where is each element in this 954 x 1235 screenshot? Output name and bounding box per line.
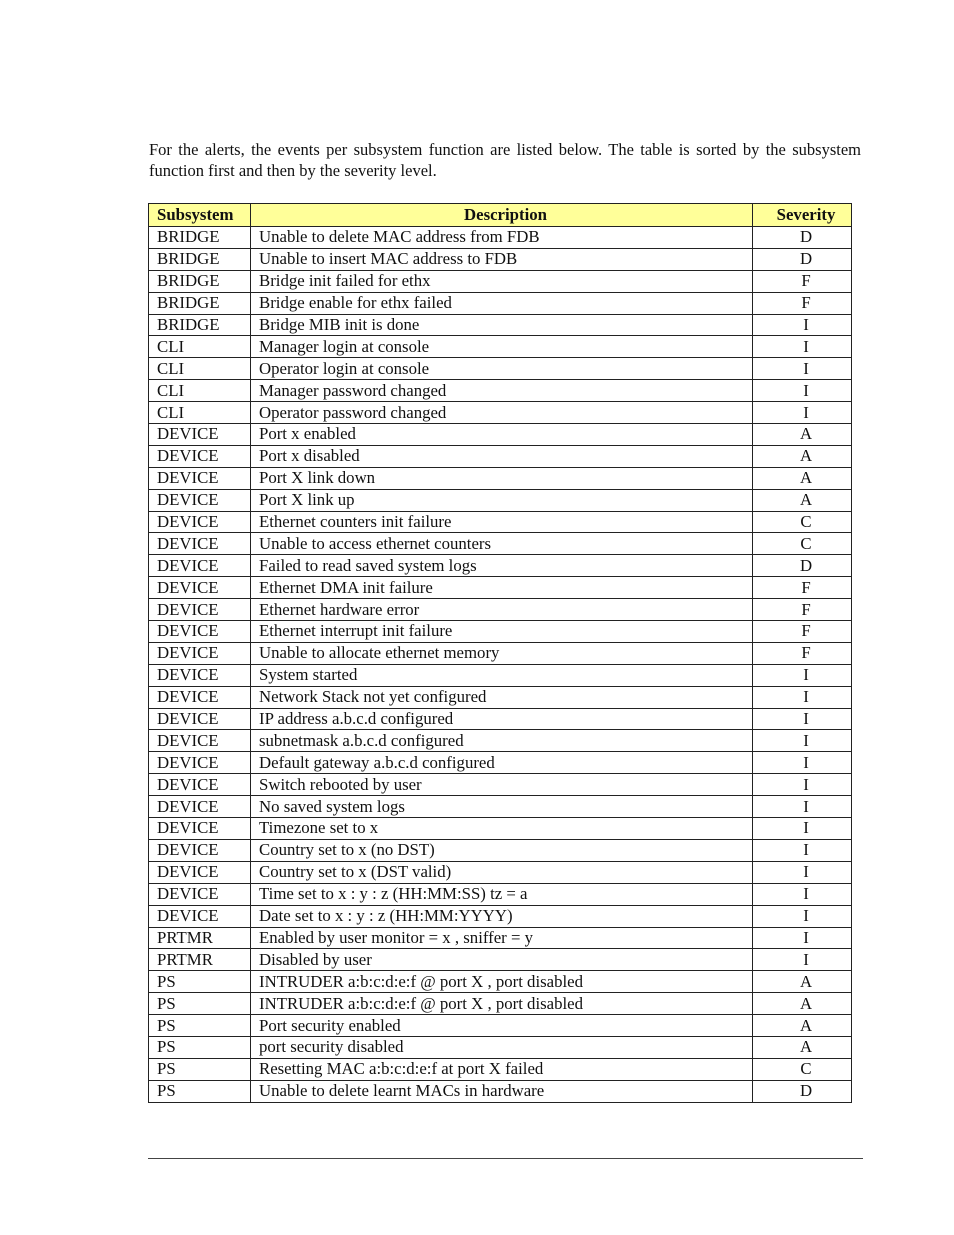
cell-severity: A — [753, 424, 852, 446]
cell-description: Ethernet hardware error — [251, 599, 753, 621]
table-row — [149, 796, 852, 818]
cell-subsystem: CLI — [149, 402, 251, 424]
cell-subsystem: PRTMR — [149, 949, 251, 971]
cell-description: System started — [251, 664, 753, 686]
cell-description: Ethernet DMA init failure — [251, 577, 753, 599]
table-row — [149, 467, 852, 489]
cell-subsystem: DEVICE — [149, 796, 251, 818]
table-row — [149, 949, 852, 971]
cell-description: Unable to insert MAC address to FDB — [251, 248, 753, 270]
cell-subsystem: DEVICE — [149, 489, 251, 511]
cell-description: Unable to delete learnt MACs in hardware — [251, 1080, 753, 1102]
cell-description: Manager password changed — [251, 380, 753, 402]
cell-subsystem: DEVICE — [149, 861, 251, 883]
cell-description: Operator login at console — [251, 358, 753, 380]
cell-subsystem: DEVICE — [149, 599, 251, 621]
cell-description: No saved system logs — [251, 796, 753, 818]
table-row — [149, 971, 852, 993]
cell-description: Date set to x : y : z (HH:MM:YYYY) — [251, 905, 753, 927]
cell-subsystem: BRIDGE — [149, 314, 251, 336]
cell-subsystem: DEVICE — [149, 445, 251, 467]
cell-description: Enabled by user monitor = x , sniffer = y — [251, 927, 753, 949]
table-row — [149, 927, 852, 949]
header-subsystem: Subsystem — [149, 204, 251, 227]
cell-severity: A — [753, 1036, 852, 1058]
cell-severity: C — [753, 511, 852, 533]
cell-description: Default gateway a.b.c.d configured — [251, 752, 753, 774]
cell-description: Time set to x : y : z (HH:MM:SS) tz = a — [251, 883, 753, 905]
cell-severity: A — [753, 467, 852, 489]
cell-subsystem: CLI — [149, 358, 251, 380]
table-row — [149, 993, 852, 1015]
cell-severity: F — [753, 292, 852, 314]
cell-description: Failed to read saved system logs — [251, 555, 753, 577]
cell-severity: I — [753, 314, 852, 336]
cell-description: Switch rebooted by user — [251, 774, 753, 796]
cell-subsystem: DEVICE — [149, 577, 251, 599]
table-row — [149, 445, 852, 467]
table-row — [149, 708, 852, 730]
cell-subsystem: DEVICE — [149, 708, 251, 730]
cell-severity: I — [753, 818, 852, 840]
table-row — [149, 336, 852, 358]
table-row — [149, 883, 852, 905]
cell-severity: I — [753, 686, 852, 708]
table-row — [149, 402, 852, 424]
cell-severity: F — [753, 270, 852, 292]
cell-description: Unable to access ethernet counters — [251, 533, 753, 555]
cell-severity: F — [753, 577, 852, 599]
table-row — [149, 511, 852, 533]
table-row — [149, 621, 852, 643]
table-row — [149, 1015, 852, 1037]
cell-severity: I — [753, 730, 852, 752]
cell-subsystem: PRTMR — [149, 927, 251, 949]
table-row — [149, 1036, 852, 1058]
table-row — [149, 599, 852, 621]
cell-severity: D — [753, 227, 852, 249]
table-row — [149, 1080, 852, 1102]
cell-subsystem: DEVICE — [149, 839, 251, 861]
table-row — [149, 358, 852, 380]
cell-severity: I — [753, 949, 852, 971]
cell-subsystem: DEVICE — [149, 774, 251, 796]
cell-severity: I — [753, 708, 852, 730]
cell-description: Disabled by user — [251, 949, 753, 971]
cell-description: Port X link down — [251, 467, 753, 489]
cell-severity: A — [753, 445, 852, 467]
table-row — [149, 533, 852, 555]
cell-description: Port X link up — [251, 489, 753, 511]
cell-description: Network Stack not yet configured — [251, 686, 753, 708]
cell-description: Ethernet interrupt init failure — [251, 621, 753, 643]
cell-severity: I — [753, 664, 852, 686]
cell-subsystem: BRIDGE — [149, 270, 251, 292]
cell-subsystem: DEVICE — [149, 905, 251, 927]
cell-subsystem: BRIDGE — [149, 248, 251, 270]
table-row — [149, 818, 852, 840]
alerts-events-table — [148, 203, 852, 1103]
cell-description: Timezone set to x — [251, 818, 753, 840]
cell-severity: I — [753, 358, 852, 380]
table-row — [149, 314, 852, 336]
cell-description: Unable to allocate ethernet memory — [251, 642, 753, 664]
cell-severity: I — [753, 380, 852, 402]
cell-subsystem: DEVICE — [149, 664, 251, 686]
cell-severity: I — [753, 861, 852, 883]
cell-severity: C — [753, 533, 852, 555]
cell-description: Operator password changed — [251, 402, 753, 424]
table-row — [149, 577, 852, 599]
cell-description: Bridge init failed for ethx — [251, 270, 753, 292]
cell-subsystem: PS — [149, 971, 251, 993]
table-row — [149, 905, 852, 927]
cell-subsystem: DEVICE — [149, 730, 251, 752]
cell-description: Bridge MIB init is done — [251, 314, 753, 336]
cell-description: Port security enabled — [251, 1015, 753, 1037]
cell-severity: I — [753, 774, 852, 796]
header-severity: Severity — [753, 204, 852, 227]
cell-subsystem: PS — [149, 1058, 251, 1080]
table-row — [149, 248, 852, 270]
cell-subsystem: DEVICE — [149, 752, 251, 774]
table-header-row — [149, 204, 852, 227]
cell-description: Country set to x (DST valid) — [251, 861, 753, 883]
cell-description: INTRUDER a:b:c:d:e:f @ port X , port disabled — [251, 971, 753, 993]
cell-severity: F — [753, 621, 852, 643]
table-row — [149, 1058, 852, 1080]
cell-subsystem: CLI — [149, 336, 251, 358]
table-row — [149, 774, 852, 796]
intro-paragraph: For the alerts, the events per subsystem function are listed below. The table is sorted by the subsystem function first and then by the severity level. — [149, 140, 861, 180]
cell-severity: A — [753, 489, 852, 511]
cell-severity: I — [753, 839, 852, 861]
cell-subsystem: DEVICE — [149, 883, 251, 905]
table-row — [149, 380, 852, 402]
cell-severity: D — [753, 248, 852, 270]
cell-subsystem: DEVICE — [149, 467, 251, 489]
cell-severity: I — [753, 927, 852, 949]
cell-subsystem: CLI — [149, 380, 251, 402]
cell-subsystem: DEVICE — [149, 555, 251, 577]
cell-subsystem: BRIDGE — [149, 227, 251, 249]
cell-severity: A — [753, 971, 852, 993]
cell-severity: F — [753, 599, 852, 621]
cell-subsystem: DEVICE — [149, 621, 251, 643]
table-row — [149, 227, 852, 249]
cell-description: Port x disabled — [251, 445, 753, 467]
cell-severity: D — [753, 555, 852, 577]
cell-severity: I — [753, 883, 852, 905]
table-row — [149, 752, 852, 774]
cell-subsystem: PS — [149, 1015, 251, 1037]
cell-description: Ethernet counters init failure — [251, 511, 753, 533]
table-row — [149, 292, 852, 314]
cell-severity: D — [753, 1080, 852, 1102]
cell-subsystem: PS — [149, 1080, 251, 1102]
cell-description: Unable to delete MAC address from FDB — [251, 227, 753, 249]
table-row — [149, 424, 852, 446]
cell-severity: I — [753, 752, 852, 774]
cell-description: INTRUDER a:b:c:d:e:f @ port X , port disabled — [251, 993, 753, 1015]
table-row — [149, 642, 852, 664]
cell-severity: I — [753, 402, 852, 424]
cell-description: Port x enabled — [251, 424, 753, 446]
cell-subsystem: DEVICE — [149, 424, 251, 446]
cell-subsystem: PS — [149, 1036, 251, 1058]
cell-subsystem: BRIDGE — [149, 292, 251, 314]
cell-severity: I — [753, 905, 852, 927]
cell-subsystem: DEVICE — [149, 533, 251, 555]
cell-severity: A — [753, 993, 852, 1015]
table-row — [149, 839, 852, 861]
cell-subsystem: DEVICE — [149, 511, 251, 533]
cell-subsystem: DEVICE — [149, 686, 251, 708]
cell-description: Resetting MAC a:b:c:d:e:f at port X failed — [251, 1058, 753, 1080]
cell-description: Manager login at console — [251, 336, 753, 358]
cell-subsystem: DEVICE — [149, 642, 251, 664]
table-row — [149, 555, 852, 577]
cell-subsystem: DEVICE — [149, 818, 251, 840]
table-row — [149, 664, 852, 686]
cell-description: Bridge enable for ethx failed — [251, 292, 753, 314]
table-row — [149, 489, 852, 511]
cell-severity: F — [753, 642, 852, 664]
cell-severity: A — [753, 1015, 852, 1037]
cell-severity: I — [753, 796, 852, 818]
table-row — [149, 686, 852, 708]
cell-description: Country set to x (no DST) — [251, 839, 753, 861]
footer-divider — [148, 1158, 863, 1159]
cell-description: IP address a.b.c.d configured — [251, 708, 753, 730]
cell-subsystem: PS — [149, 993, 251, 1015]
table-row — [149, 730, 852, 752]
cell-description: port security disabled — [251, 1036, 753, 1058]
cell-severity: I — [753, 336, 852, 358]
cell-description: subnetmask a.b.c.d configured — [251, 730, 753, 752]
cell-severity: C — [753, 1058, 852, 1080]
table-row — [149, 270, 852, 292]
header-description: Description — [251, 204, 753, 227]
table-row — [149, 861, 852, 883]
